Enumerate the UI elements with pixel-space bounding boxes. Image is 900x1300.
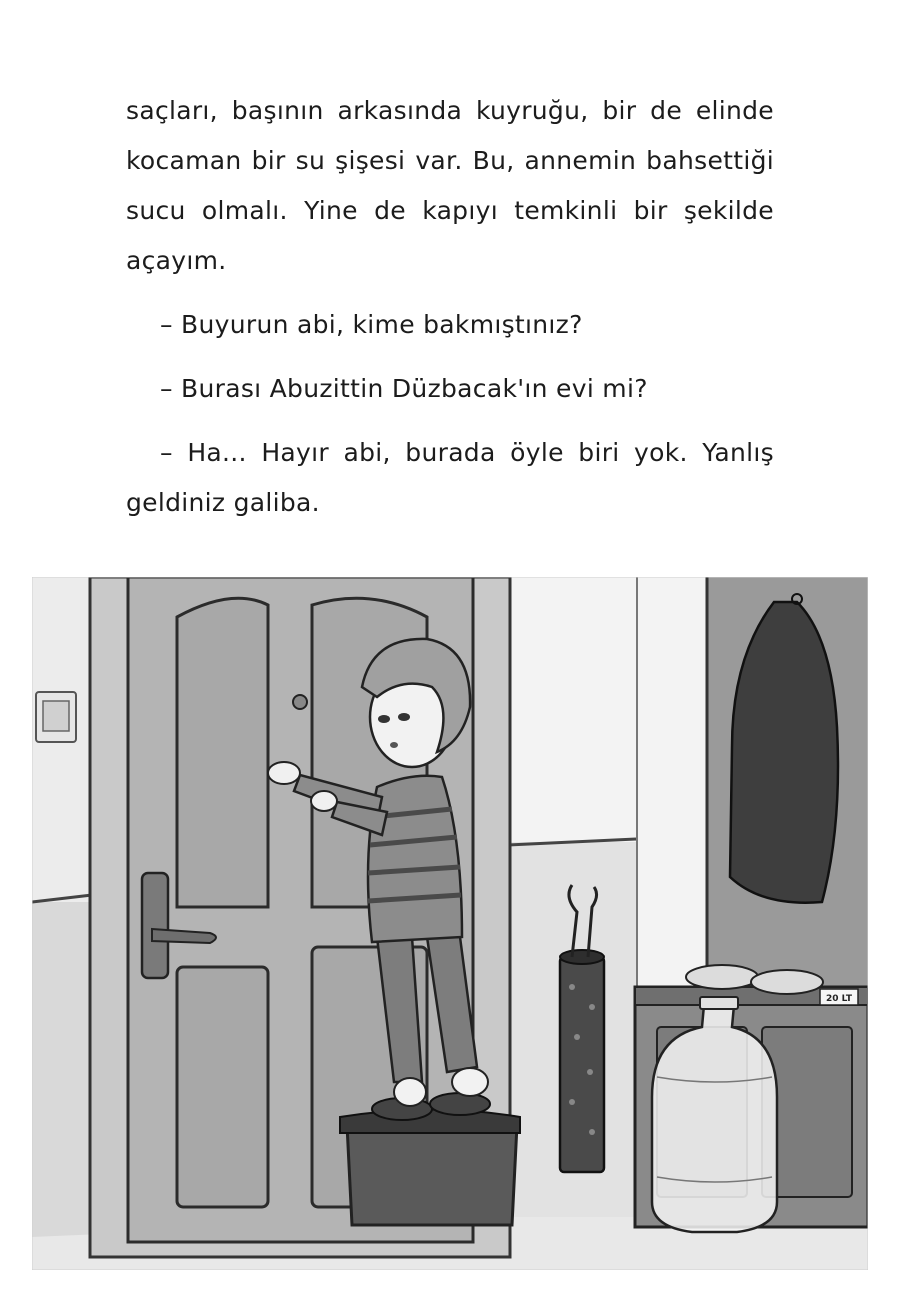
narration-paragraph: saçları, başının arkasında kuyruğu, bir de elinde kocaman bir su şişesi var. Bu, annemin bahsettiği sucu olmalı. Yine de kapıyı temkinli bir şekilde açayım. [126, 96, 774, 275]
cabinet-tag-label: 20 LT [825, 994, 853, 1004]
left-wall-panel [32, 902, 92, 1242]
illustration-svg [32, 577, 868, 1270]
hallway-illustration [32, 577, 868, 1270]
peephole-icon [293, 695, 307, 709]
dialogue-line-1: – Buyurun abi, kime bakmıştınız? [160, 310, 583, 339]
dialogue-line-3: – Ha... Hayır abi, burada öyle biri yok. Yanlış geldiniz galiba. [126, 438, 774, 517]
door-handle-plate [142, 873, 168, 978]
door-panel-bottom-left [177, 967, 268, 1207]
door-panel-top-left [177, 598, 268, 907]
dialogue-line-2: – Burası Abuzittin Düzbacak'ın evi mi? [160, 374, 648, 403]
storage-box [347, 1125, 517, 1225]
story-text [126, 86, 774, 528]
left-wall-upper [32, 577, 92, 917]
